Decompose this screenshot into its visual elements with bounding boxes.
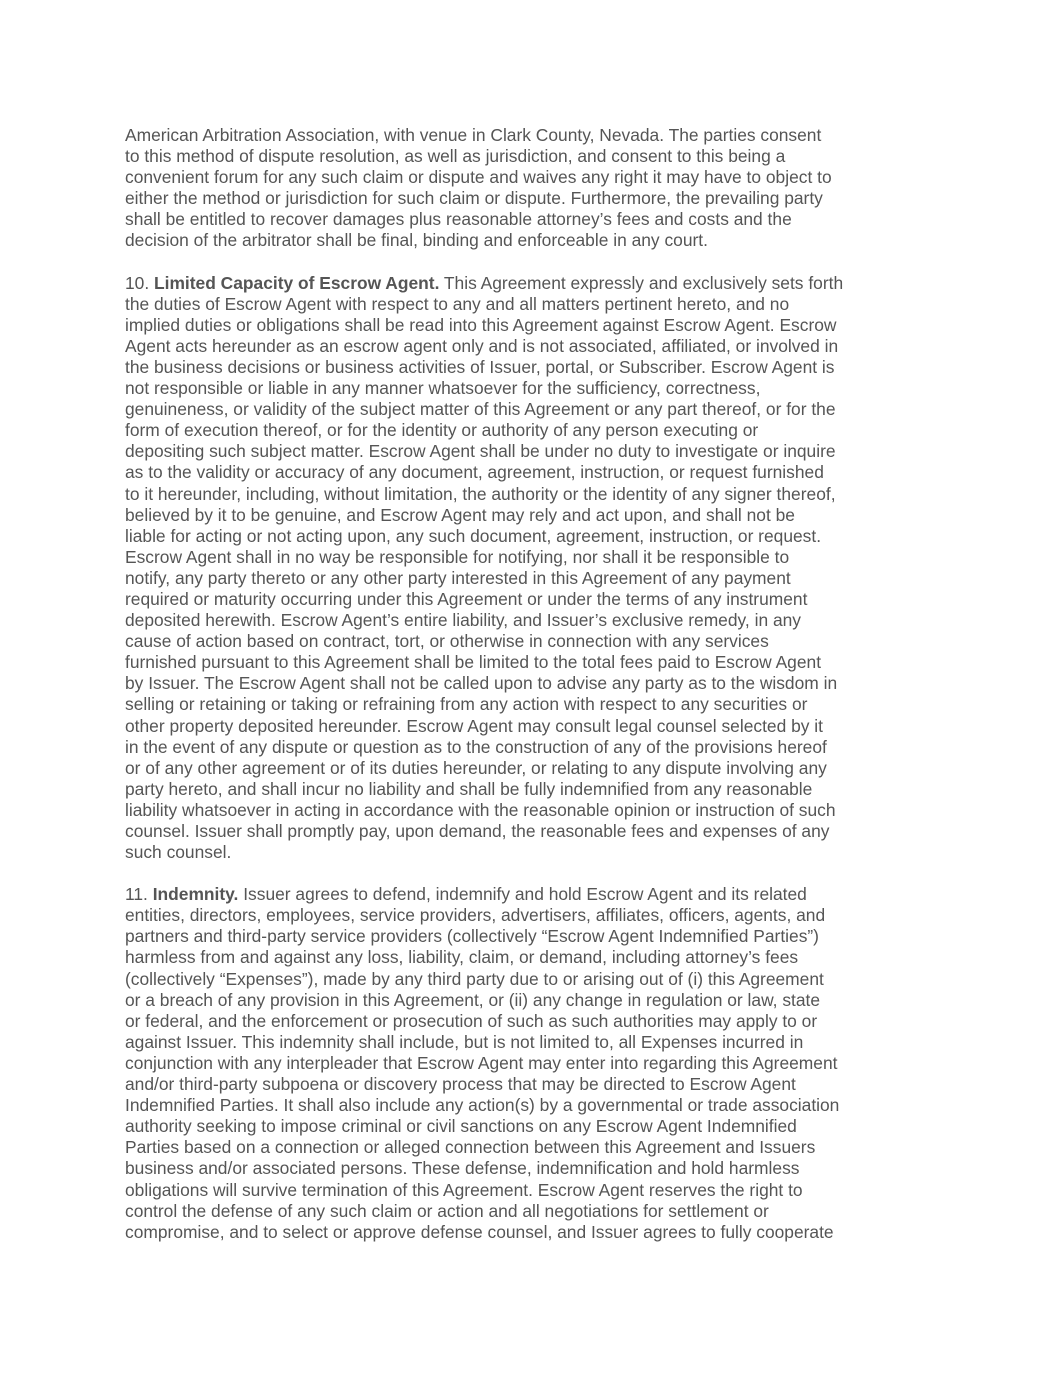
text-line: authority seeking to impose criminal or civil sanctions on any Escrow Agent Indemnified xyxy=(125,1116,797,1137)
text-line: in the event of any dispute or question as to the construction of any of the provisions hereof xyxy=(125,736,827,757)
text-line: harmless from and against any loss, liability, claim, or demand, including attorney’s fees xyxy=(125,947,799,968)
text-line: form of execution thereof, or for the identity or authority of any person executing or xyxy=(125,420,759,441)
text-line: partners and third-party service providers (collectively “Escrow Agent Indemnified Parties”) xyxy=(125,926,819,947)
text-run: This Agreement expressly and exclusively sets forth xyxy=(439,272,844,293)
section-10-limited-capacity xyxy=(125,273,885,864)
text-line: liable for acting or not acting upon, any such document, agreement, instruction, or request. xyxy=(125,525,822,546)
text-line: deposited herewith. Escrow Agent’s entire liability, and Issuer’s exclusive remedy, in any xyxy=(125,610,801,631)
text-line: obligations will survive termination of this Agreement. Escrow Agent reserves the right to xyxy=(125,1179,803,1200)
text-line: counsel. Issuer shall promptly pay, upon demand, the reasonable fees and expenses of any xyxy=(125,821,830,841)
text-run: Issuer agrees to defend, indemnify and hold Escrow Agent and its related xyxy=(238,884,807,905)
text-line: notify, any party thereto or any other party interested in this Agreement of any payment xyxy=(125,567,791,588)
section-number: 11. xyxy=(125,884,153,905)
text-line: decision of the arbitrator shall be final, binding and enforceable in any court. xyxy=(125,230,708,251)
text-line: the business decisions or business activities of Issuer, portal, or Subscriber. Escrow Agent is xyxy=(125,356,835,377)
text-line: or of any other agreement or of its duties hereunder, or relating to any dispute involving any xyxy=(125,757,827,778)
text-line: implied duties or obligations shall be read into this Agreement against Escrow Agent. Escrow xyxy=(125,314,837,335)
text-line: the duties of Escrow Agent with respect to any and all matters pertinent hereto, and no xyxy=(125,293,790,314)
text-line: against Issuer. This indemnity shall include, but is not limited to, all Expenses incurred in xyxy=(125,1031,804,1052)
text-line: liability whatsoever in acting in accordance with the reasonable opinion or instruction of such xyxy=(125,799,836,820)
text-line xyxy=(125,884,885,905)
text-line: genuineness, or validity of the subject matter of this Agreement or any part thereof, or for the xyxy=(125,399,836,420)
text-line: Agent acts hereunder as an escrow agent only and is not associated, affiliated, or involved in xyxy=(125,335,839,356)
text-line: Parties based on a connection or alleged connection between this Agreement and Issuers xyxy=(125,1137,816,1158)
text-line: control the defense of any such claim or action and all negotiations for settlement or xyxy=(125,1200,769,1221)
text-line: business and/or associated persons. These defense, indemnification and hold harmless xyxy=(125,1158,800,1179)
section-11-indemnity xyxy=(125,884,885,1243)
text-line: party hereto, and shall incur no liability and shall be fully indemnified from any reasonable xyxy=(125,778,813,799)
text-line: and/or third-party subpoena or discovery process that may be directed to Escrow Agent xyxy=(125,1074,796,1095)
text-line: American Arbitration Association, with venue in Clark County, Nevada. The parties consent xyxy=(125,125,822,145)
text-line: entities, directors, employees, service providers, advertisers, affiliates, officers, agents, and xyxy=(125,905,826,926)
text-line: such counsel. xyxy=(125,842,232,863)
text-line: (collectively “Expenses”), made by any third party due to or arising out of (i) this Agreement xyxy=(125,968,824,989)
paragraph-arbitration-continued xyxy=(125,125,885,252)
text-line: to this method of dispute resolution, as well as jurisdiction, and consent to this being a xyxy=(125,146,786,167)
text-line: or a breach of any provision in this Agreement, or (ii) any change in regulation or law, state xyxy=(125,989,821,1010)
text-line: Indemnified Parties. It shall also include any action(s) by a governmental or trade association xyxy=(125,1095,840,1116)
text-line: to it hereunder, including, without limitation, the authority or the identity of any signer thereof, xyxy=(125,483,836,504)
text-line: as to the validity or accuracy of any document, agreement, instruction, or request furnished xyxy=(125,462,824,483)
text-line xyxy=(125,273,885,294)
text-line: cause of action based on contract, tort, or otherwise in connection with any services xyxy=(125,631,769,652)
text-line: convenient forum for any such claim or dispute and waives any right it may have to object to xyxy=(125,167,832,188)
section-number: 10. xyxy=(125,272,155,293)
text-line: or federal, and the enforcement or prosecution of such as such authorities may apply to or xyxy=(125,1010,818,1031)
section-heading: Limited Capacity of Escrow Agent. xyxy=(154,272,440,293)
text-line: depositing such subject matter. Escrow Agent shall be under no duty to investigate or inquire xyxy=(125,441,836,462)
text-line: selling or retaining or taking or refraining from any action with respect to any securities or xyxy=(125,694,808,715)
text-line: either the method or jurisdiction for such claim or dispute. Furthermore, the prevailing party xyxy=(125,188,823,209)
text-line: required or maturity occurring under this Agreement or under the terms of any instrument xyxy=(125,588,808,609)
text-line: other property deposited hereunder. Escrow Agent may consult legal counsel selected by it xyxy=(125,715,823,736)
section-heading: Indemnity. xyxy=(152,884,239,905)
text-line: not responsible or liable in any manner whatsoever for the sufficiency, correctness, xyxy=(125,378,761,399)
text-line: Escrow Agent shall in no way be responsible for notifying, nor shall it be responsible to xyxy=(125,546,790,567)
text-line: shall be entitled to recover damages plus reasonable attorney’s fees and costs and the xyxy=(125,209,792,230)
text-line: believed by it to be genuine, and Escrow Agent may rely and act upon, and shall not be xyxy=(125,504,795,525)
text-line: by Issuer. The Escrow Agent shall not be called upon to advise any party as to the wisdom in xyxy=(125,673,838,694)
text-line: furnished pursuant to this Agreement shall be limited to the total fees paid to Escrow Agent xyxy=(125,652,822,673)
text-line: conjunction with any interpleader that Escrow Agent may enter into regarding this Agreement xyxy=(125,1052,838,1073)
document-page xyxy=(125,125,885,1264)
text-line: compromise, and to select or approve defense counsel, and Issuer agrees to fully cooperate xyxy=(125,1221,834,1242)
